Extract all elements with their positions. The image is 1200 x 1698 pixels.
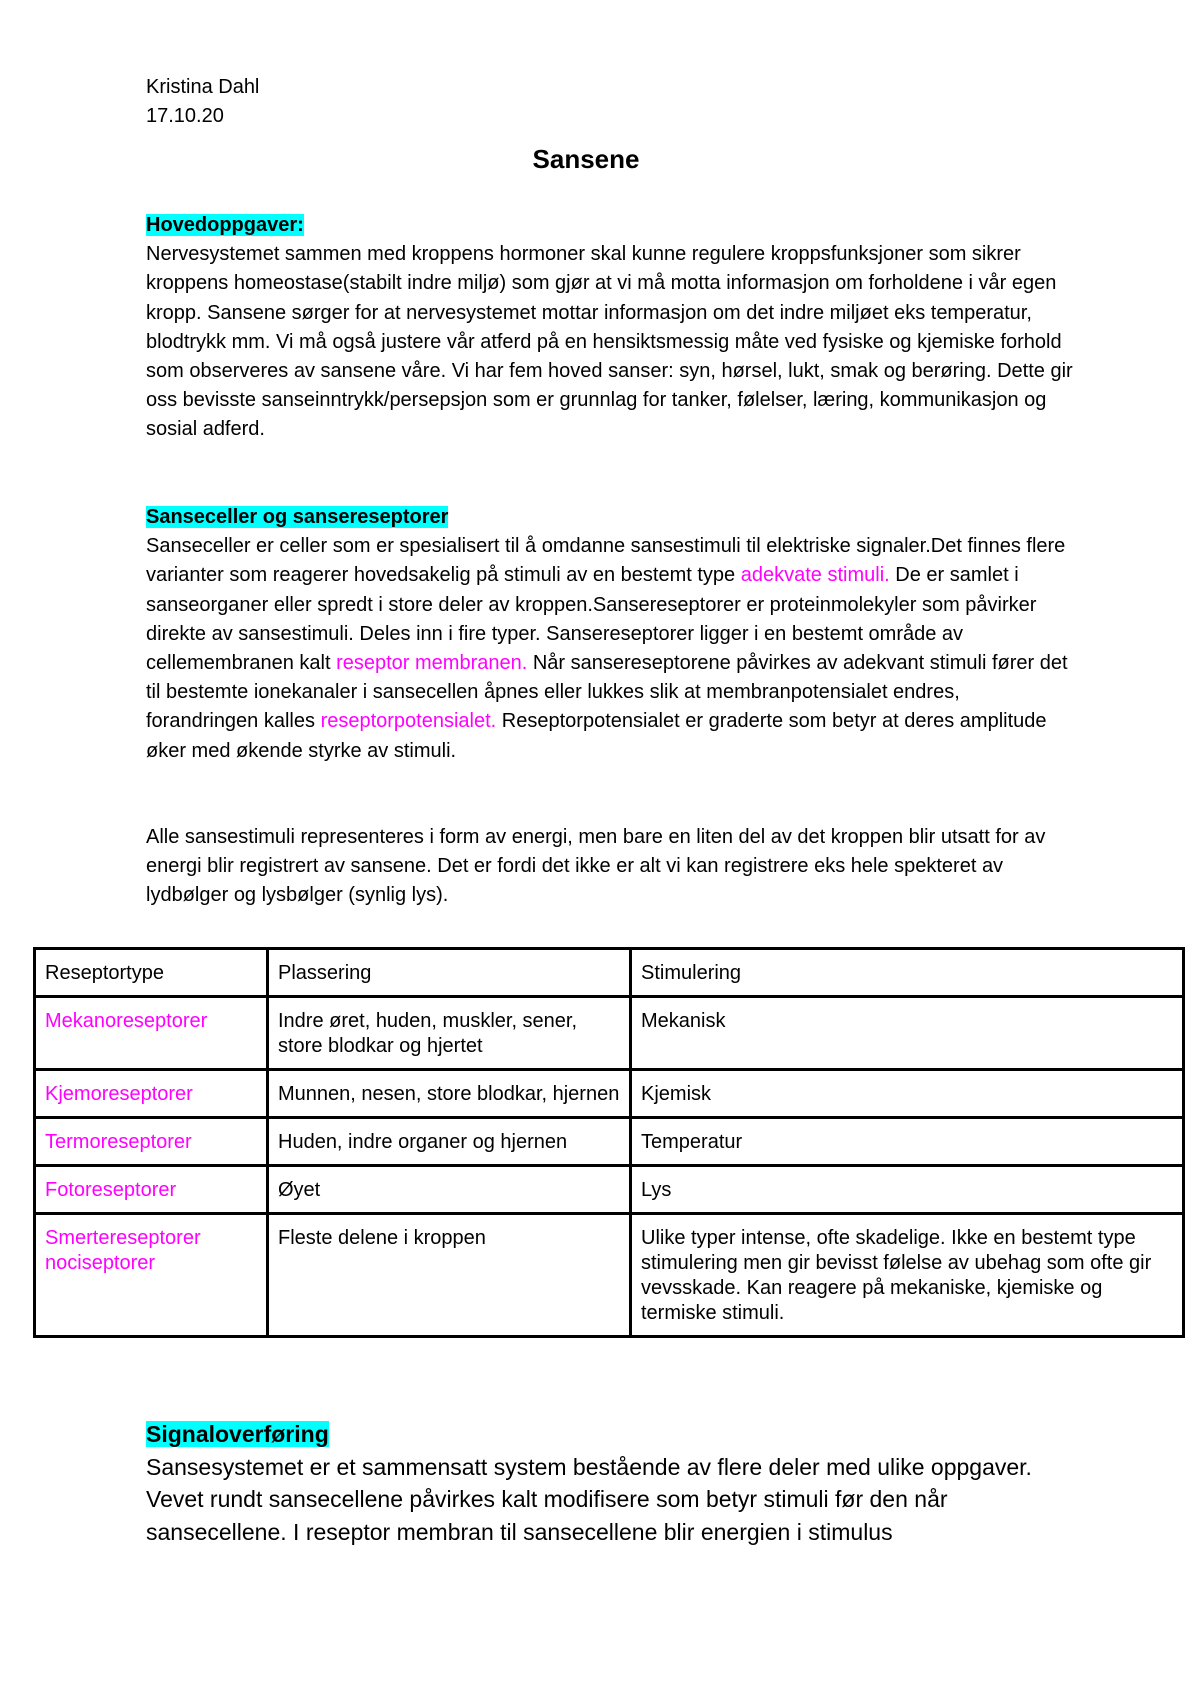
placement-cell: Munnen, nesen, store blodkar, hjernen: [268, 1070, 631, 1118]
section-sanseceller: [146, 503, 1076, 766]
section-body-part: Når sansereseptorene påvirkes av adekvant stimuli fører det til bestemte ionekanaler i sansecellen åpnes eller lukkes slik at membranpotensialet endres, forandringen kalles: [146, 652, 1068, 733]
column-header: Stimulering: [631, 949, 1184, 997]
table-row: [35, 1166, 1184, 1214]
placement-cell: Øyet: [268, 1166, 631, 1214]
table-row: [35, 1118, 1184, 1166]
receptor-type-cell: Termoreseptorer: [35, 1118, 268, 1166]
section-heading: Signaloverføring: [146, 1421, 329, 1447]
receptor-type-cell: Kjemoreseptorer: [35, 1070, 268, 1118]
stimulation-cell: Mekanisk: [631, 997, 1184, 1070]
page-title: Sansene: [532, 144, 640, 174]
author-block: [146, 73, 259, 131]
column-header: Plassering: [268, 949, 631, 997]
receptor-type-cell: Smertereseptorer nociseptorer: [35, 1214, 268, 1337]
section-body-part: Reseptorpotensialet er graderte som betyr at deres amplitude øker med økende styrke av stimuli.: [146, 710, 1047, 762]
table-row: [35, 1214, 1184, 1337]
highlighted-term: adekvate stimuli.: [740, 564, 890, 587]
stimulation-cell: Kjemisk: [631, 1070, 1184, 1118]
section-signaloverforing: [146, 1418, 1076, 1548]
stimulation-cell: Temperatur: [631, 1118, 1184, 1166]
placement-cell: Fleste delene i kroppen: [268, 1214, 631, 1337]
section-body-part: Sanseceller er celler som er spesialisert til å omdanne sansestimuli til elektriske signaler.Det finnes flere varianter som reagerer hovedsakelig på stimuli av en bestemt type: [146, 535, 1066, 587]
section-hovedoppgaver: [146, 211, 1076, 445]
section-energi: [146, 823, 1076, 911]
receptor-table: [33, 947, 1185, 1338]
table-row: [35, 1070, 1184, 1118]
placement-cell: Indre øret, huden, muskler, sener, store blodkar og hjertet: [268, 997, 631, 1070]
document-date: 17.10.20: [146, 105, 224, 127]
section-body: Nervesystemet sammen med kroppens hormoner skal kunne regulere kroppsfunksjoner som sikrer kroppens homeostase(stabilt indre miljø) som gjør at vi må motta informasjon om forholdene i vår egen kropp. Sansene sørger for at nervesystemet mottar informasjon om det indre miljøet eks temperatur, blodtrykk mm. Vi må også justere vår atferd på en hensiktsmessig måte ved fysiske og kjemiske forhold som observeres av sansene våre. Vi har fem hoved sanser: syn, hørsel, lukt, smak og berøring. Dette gir oss bevisste sanseinntrykk/persepsjon som er grunnlag for tanker, følelser, læring, kommunikasjon og sosial adferd.: [146, 243, 1073, 441]
stimulation-cell: Lys: [631, 1166, 1184, 1214]
section-body: Sansesystemet er et sammensatt system bestående av flere deler med ulike oppgaver. Vevet rundt sansecellene påvirkes kalt modifisere som betyr stimuli før den når sansecellene. I reseptor membran til sansecellene blir energien i stimulus: [146, 1453, 1032, 1545]
highlighted-term: reseptor membranen.: [336, 652, 528, 675]
placement-cell: Huden, indre organer og hjernen: [268, 1118, 631, 1166]
table-row: [35, 997, 1184, 1070]
section-heading: Hovedoppgaver:: [146, 214, 304, 236]
column-header: Reseptortype: [35, 949, 268, 997]
receptor-type-cell: Mekanoreseptorer: [35, 997, 268, 1070]
author-name: Kristina Dahl: [146, 76, 260, 98]
section-heading: Sanseceller og sansereseptorer: [146, 506, 449, 528]
receptor-type-cell: Fotoreseptorer: [35, 1166, 268, 1214]
highlighted-term: reseptorpotensialet.: [320, 710, 497, 733]
section-body: Alle sansestimuli representeres i form av energi, men bare en liten del av det kroppen blir utsatt for av energi blir registrert av sansene. Det er fordi det ikke er alt vi kan registrere eks hele spekteret av lydbølger og lysbølger (synlig lys).: [146, 826, 1046, 907]
stimulation-cell: Ulike typer intense, ofte skadelige. Ikke en bestemt type stimulering men gir bevisst følelse av ubehag som ofte gir vevsskade. Kan reagere på mekaniske, kjemiske og termiske stimuli.: [631, 1214, 1184, 1337]
section-body-part: De er samlet i sanseorganer eller spredt i store deler av kroppen.Sansereseptorer er proteinmolekyler som påvirker direkte av sansestimuli. Deles inn i fire typer. Sansereseptorer ligger i en bestemt område av cellemembranen kalt: [146, 564, 1037, 675]
table-header-row: [35, 949, 1184, 997]
